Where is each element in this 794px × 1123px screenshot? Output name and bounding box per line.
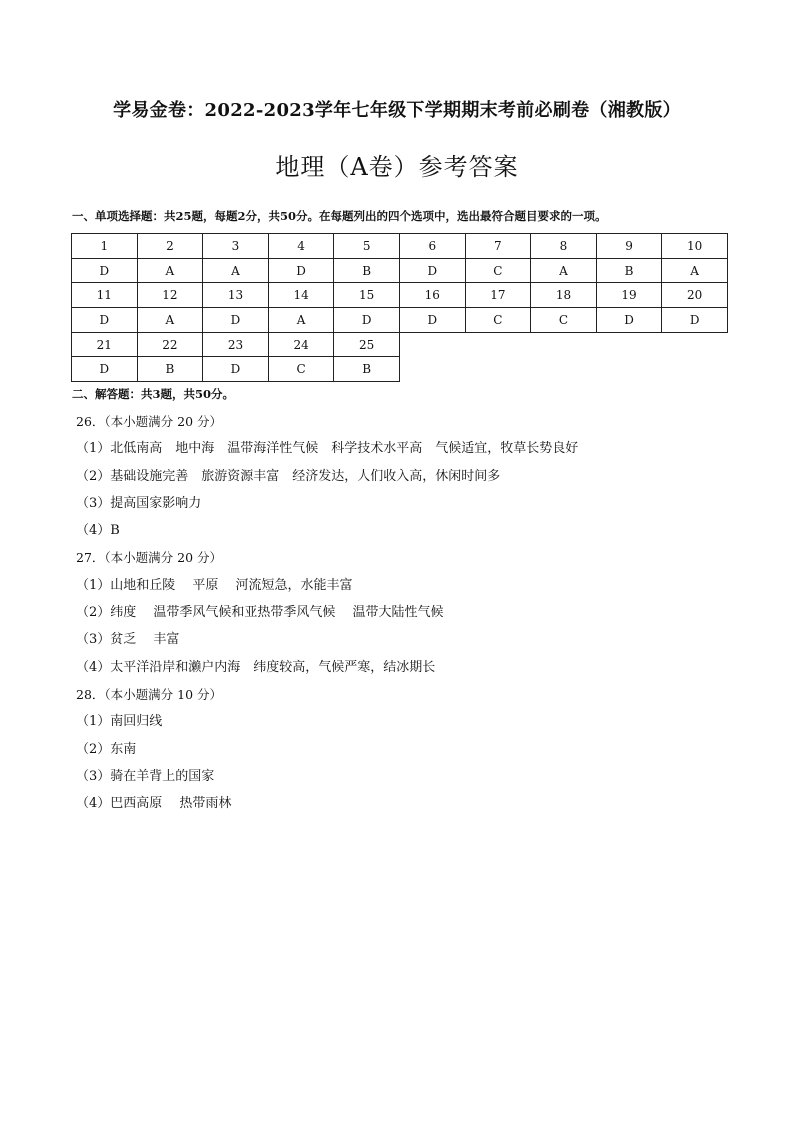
table-empty-cell xyxy=(531,332,597,357)
answer-cell: C xyxy=(465,258,531,283)
exam-series-title: 学易金卷：2022-2023学年七年级下学期期末考前必刷卷（湘教版） xyxy=(113,100,681,121)
question-number: 8 xyxy=(531,234,597,259)
table-empty-cell xyxy=(399,332,465,357)
answer-cell: B xyxy=(596,258,662,283)
table-empty-cell xyxy=(596,357,662,382)
question-number: 20 xyxy=(662,283,728,308)
answer-cell: B xyxy=(137,357,203,382)
table-row-numbers xyxy=(72,234,728,259)
answer-cell: B xyxy=(334,357,400,382)
answer-line: （4）太平洋沿岸和濑户内海 纬度较高，气候严寒，结冰期长 xyxy=(76,659,436,675)
section-2-heading: 二、解答题：共3题，共50分。 xyxy=(72,387,235,401)
answer-line: （4）B xyxy=(76,523,120,539)
answer-line: （2）东南 xyxy=(76,741,137,757)
answer-cell: D xyxy=(268,258,334,283)
table-row-numbers xyxy=(72,332,728,357)
answer-cell: C xyxy=(268,357,334,382)
answer-line: （2）基础设施完善 旅游资源丰富 经济发达，人们收入高，休闲时间多 xyxy=(76,468,501,484)
question-27-header: 27．（本小题满分 20 分） xyxy=(76,550,223,566)
answer-cell: A xyxy=(268,308,334,333)
answer-cell: A xyxy=(203,258,269,283)
answer-line: （3）骑在羊背上的国家 xyxy=(76,768,215,784)
answer-cell: C xyxy=(465,308,531,333)
answer-cell: D xyxy=(72,308,138,333)
question-number: 10 xyxy=(662,234,728,259)
answer-cell: D xyxy=(662,308,728,333)
question-number: 7 xyxy=(465,234,531,259)
question-number: 4 xyxy=(268,234,334,259)
question-number: 21 xyxy=(72,332,138,357)
answer-cell: A xyxy=(137,258,203,283)
question-number: 1 xyxy=(72,234,138,259)
answer-line: （1）南回归线 xyxy=(76,714,163,730)
question-number: 18 xyxy=(531,283,597,308)
answer-cell: C xyxy=(531,308,597,333)
answer-cell: D xyxy=(399,258,465,283)
question-number: 5 xyxy=(334,234,400,259)
question-number: 3 xyxy=(203,234,269,259)
answer-cell: A xyxy=(531,258,597,283)
table-empty-cell xyxy=(399,357,465,382)
question-26-header: 26．（本小题满分 20 分） xyxy=(76,414,223,429)
answer-cell: D xyxy=(203,308,269,333)
answer-line: （2）纬度 温带季风气候和亚热带季风气候 温带大陆性气候 xyxy=(76,605,444,621)
answer-cell: A xyxy=(137,308,203,333)
table-empty-cell xyxy=(531,357,597,382)
table-empty-cell xyxy=(662,332,728,357)
question-28-header: 28．（本小题满分 10 分） xyxy=(76,686,223,702)
table-row-answers xyxy=(72,308,728,333)
document-title: 地理（A卷）参考答案 xyxy=(275,153,519,181)
answer-cell: A xyxy=(662,258,728,283)
table-empty-cell xyxy=(465,332,531,357)
question-number: 14 xyxy=(268,283,334,308)
table-empty-cell xyxy=(662,357,728,382)
answer-cell: D xyxy=(72,357,138,382)
question-number: 11 xyxy=(72,283,138,308)
question-number: 12 xyxy=(137,283,203,308)
answer-line: （4）巴西高原 热带雨林 xyxy=(76,796,232,812)
table-row-answers xyxy=(72,357,728,382)
answer-cell: D xyxy=(399,308,465,333)
answer-line: （1）北低南高 地中海 温带海洋性气候 科学技术水平高 气候适宜，牧草长势良好 xyxy=(76,441,579,457)
question-number: 16 xyxy=(399,283,465,308)
table-empty-cell xyxy=(465,357,531,382)
question-number: 24 xyxy=(268,332,334,357)
answer-cell: D xyxy=(334,308,400,333)
question-number: 22 xyxy=(137,332,203,357)
answer-lines xyxy=(76,408,736,817)
question-number: 6 xyxy=(399,234,465,259)
question-number: 25 xyxy=(334,332,400,357)
answer-table xyxy=(71,233,728,382)
question-number: 13 xyxy=(203,283,269,308)
answer-line: （3）贫乏 丰富 xyxy=(76,632,180,648)
table-row-numbers xyxy=(72,283,728,308)
answer-line: （1）山地和丘陵 平原 河流短急，水能丰富 xyxy=(76,577,353,593)
question-number: 17 xyxy=(465,283,531,308)
table-row-answers xyxy=(72,258,728,283)
answer-cell: D xyxy=(596,308,662,333)
question-number: 23 xyxy=(203,332,269,357)
answer-line: （3）提高国家影响力 xyxy=(76,495,202,511)
section-1-heading: 一、单项选择题：共25题，每题2分，共50分。在每题列出的四个选项中，选出最符合题目要求的一项。 xyxy=(72,209,607,223)
question-number: 9 xyxy=(596,234,662,259)
answer-cell: B xyxy=(334,258,400,283)
answer-cell: D xyxy=(203,357,269,382)
table-empty-cell xyxy=(596,332,662,357)
question-number: 15 xyxy=(334,283,400,308)
question-number: 2 xyxy=(137,234,203,259)
answer-cell: D xyxy=(72,258,138,283)
question-number: 19 xyxy=(596,283,662,308)
